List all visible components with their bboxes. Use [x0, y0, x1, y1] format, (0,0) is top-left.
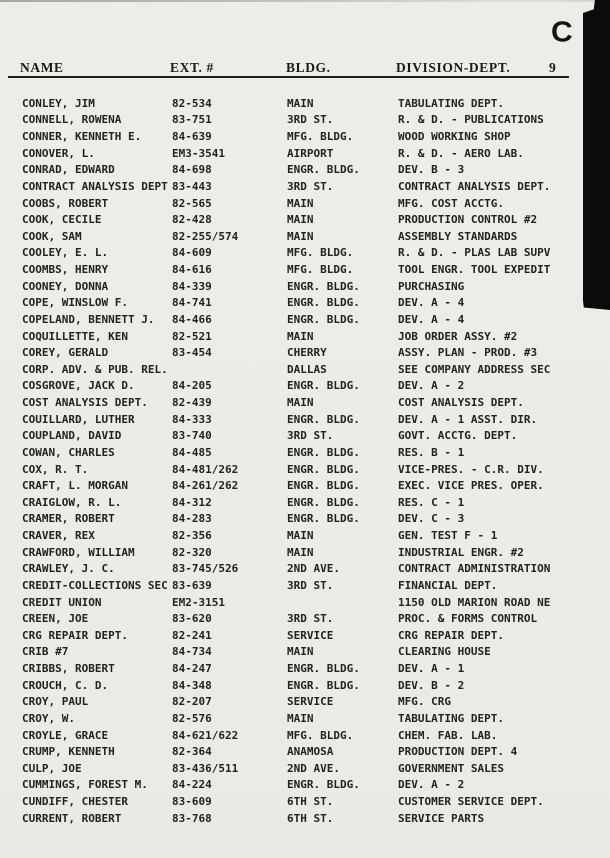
cell-bldg: CHERRY: [287, 346, 327, 360]
cell-name: COOMBS, HENRY: [22, 263, 109, 277]
cell-division: COST ANALYSIS DEPT.: [398, 396, 524, 410]
cell-ext: 84-485: [172, 445, 212, 459]
table-row: [0, 760, 610, 777]
cell-name: COOK, SAM: [22, 229, 82, 243]
cell-division: TABULATING DEPT.: [398, 96, 504, 110]
cell-name: CURRENT, ROBERT: [22, 811, 122, 825]
cell-division: RES. B - 1: [398, 445, 465, 459]
cell-division: DEV. A - 2: [398, 778, 465, 792]
cell-division: CONTRACT ANALYSIS DEPT.: [398, 179, 551, 193]
table-row: [0, 777, 610, 794]
cell-bldg: ENGR. BLDG.: [287, 662, 360, 676]
cell-ext: 82-534: [172, 96, 212, 110]
cell-ext: 83-740: [172, 429, 212, 443]
table-row: [0, 145, 610, 162]
cell-ext: EM2-3151: [172, 595, 225, 609]
cell-ext: 84-247: [172, 662, 212, 676]
table-row: [0, 710, 610, 727]
cell-bldg: ENGR. BLDG.: [287, 279, 360, 293]
cell-division: GEN. TEST F - 1: [398, 529, 498, 543]
cell-bldg: ENGR. BLDG.: [287, 163, 360, 177]
cell-bldg: MAIN: [287, 229, 314, 243]
cell-ext: 84-224: [172, 778, 212, 792]
cell-bldg: ENGR. BLDG.: [287, 512, 360, 526]
cell-name: COUILLARD, LUTHER: [22, 412, 135, 426]
cell-bldg: ENGR. BLDG.: [287, 479, 360, 493]
cell-ext: 82-241: [172, 628, 212, 642]
table-row: [0, 594, 610, 611]
cell-name: CRAIGLOW, R. L.: [22, 495, 122, 509]
cell-name: CRIB #7: [22, 645, 69, 659]
cell-name: CRAMER, ROBERT: [22, 512, 115, 526]
cell-bldg: 3RD ST.: [287, 578, 334, 592]
cell-division: ASSY. PLAN - PROD. #3: [398, 346, 538, 360]
cell-name: CONLEY, JIM: [22, 96, 95, 110]
cell-ext: 82-364: [172, 745, 212, 759]
cell-name: COWAN, CHARLES: [22, 445, 115, 459]
cell-ext: 84-348: [172, 678, 212, 692]
cell-ext: 84-616: [172, 263, 212, 277]
cell-name: COX, R. T.: [22, 462, 89, 476]
cell-division: DEV. B - 3: [398, 163, 465, 177]
cell-bldg: ENGR. BLDG.: [287, 379, 360, 393]
cell-division: DEV. C - 3: [398, 512, 465, 526]
table-row: [0, 411, 610, 428]
cell-division: EXEC. VICE PRES. OPER.: [398, 479, 544, 493]
cell-division: PROC. & FORMS CONTROL: [398, 612, 538, 626]
cell-bldg: 3RD ST.: [287, 612, 334, 626]
cell-name: CRAVER, REX: [22, 529, 95, 543]
cell-name: CREDIT UNION: [22, 595, 102, 609]
header-ext: EXT. #: [170, 60, 214, 75]
cell-division: R. & D. - AERO LAB.: [398, 146, 524, 160]
table-row: [0, 344, 610, 361]
cell-division: WOOD WORKING SHOP: [398, 130, 511, 144]
cell-name: CONRAD, EDWARD: [22, 163, 115, 177]
cell-division: DEV. A - 4: [398, 312, 465, 326]
cell-bldg: MAIN: [287, 196, 314, 210]
table-row: [0, 644, 610, 661]
table-row: [0, 743, 610, 760]
cell-ext: 82-255/574: [172, 229, 239, 243]
cell-name: CRIBBS, ROBERT: [22, 662, 115, 676]
cell-ext: 84-734: [172, 645, 212, 659]
cell-bldg: MFG. BLDG.: [287, 130, 354, 144]
table-row: [0, 162, 610, 179]
header-bldg: BLDG.: [286, 60, 331, 75]
cell-division: CUSTOMER SERVICE DEPT.: [398, 795, 544, 809]
table-row: [0, 727, 610, 744]
cell-name: CUMMINGS, FOREST M.: [22, 778, 148, 792]
section-letter: C: [551, 16, 573, 49]
scan-top-edge-line: [0, 0, 610, 2]
cell-bldg: ENGR. BLDG.: [287, 312, 360, 326]
cell-ext: 84-741: [172, 296, 212, 310]
cell-ext: 84-261/262: [172, 479, 239, 493]
cell-bldg: 2ND AVE.: [287, 761, 340, 775]
cell-ext: 83-745/526: [172, 562, 239, 576]
cell-name: CULP, JOE: [22, 761, 82, 775]
cell-ext: 83-751: [172, 113, 212, 127]
table-row: [0, 677, 610, 694]
cell-division: CONTRACT ADMINISTRATION: [398, 562, 551, 576]
cell-bldg: MFG. BLDG.: [287, 728, 354, 742]
cell-name: CREDIT-COLLECTIONS SEC: [22, 578, 168, 592]
cell-name: CROY, PAUL: [22, 695, 89, 709]
cell-ext: 84-481/262: [172, 462, 239, 476]
cell-name: COREY, GERALD: [22, 346, 109, 360]
cell-division: CHEM. FAB. LAB.: [398, 728, 498, 742]
cell-ext: 84-639: [172, 130, 212, 144]
cell-ext: 82-521: [172, 329, 212, 343]
table-row: [0, 494, 610, 511]
table-row: [0, 660, 610, 677]
cell-division: DEV. A - 1: [398, 662, 465, 676]
table-row: [0, 178, 610, 195]
cell-division: CLEARING HOUSE: [398, 645, 491, 659]
cell-bldg: 6TH ST.: [287, 795, 334, 809]
table-row: [0, 527, 610, 544]
cell-name: CUNDIFF, CHESTER: [22, 795, 128, 809]
cell-bldg: ANAMOSA: [287, 745, 334, 759]
cell-ext: 84-205: [172, 379, 212, 393]
cell-ext: 83-609: [172, 795, 212, 809]
cell-division: SERVICE PARTS: [398, 811, 485, 825]
cell-bldg: ENGR. BLDG.: [287, 445, 360, 459]
table-row: [0, 295, 610, 312]
cell-bldg: MAIN: [287, 645, 314, 659]
cell-division: DEV. A - 2: [398, 379, 465, 393]
cell-bldg: ENGR. BLDG.: [287, 462, 360, 476]
cell-bldg: ENGR. BLDG.: [287, 495, 360, 509]
cell-ext: 84-698: [172, 163, 212, 177]
cell-bldg: MFG. BLDG.: [287, 246, 354, 260]
cell-ext: 82-428: [172, 213, 212, 227]
table-row: [0, 128, 610, 145]
cell-ext: 84-339: [172, 279, 212, 293]
cell-division: RES. C - 1: [398, 495, 465, 509]
table-row: [0, 311, 610, 328]
cell-bldg: ENGR. BLDG.: [287, 678, 360, 692]
cell-division: PURCHASING: [398, 279, 465, 293]
cell-name: COUPLAND, DAVID: [22, 429, 122, 443]
table-row: [0, 610, 610, 627]
cell-ext: 84-621/622: [172, 728, 239, 742]
cell-name: CORP. ADV. & PUB. REL.: [22, 362, 168, 376]
cell-bldg: 3RD ST.: [287, 429, 334, 443]
cell-ext: 83-454: [172, 346, 212, 360]
cell-division: VICE-PRES. - C.R. DIV.: [398, 462, 544, 476]
cell-division: GOVT. ACCTG. DEPT.: [398, 429, 518, 443]
table-row: [0, 112, 610, 129]
cell-bldg: MAIN: [287, 213, 314, 227]
table-row: [0, 577, 610, 594]
cell-ext: 84-283: [172, 512, 212, 526]
cell-name: CROYLE, GRACE: [22, 728, 109, 742]
cell-bldg: MAIN: [287, 545, 314, 559]
cell-division: PRODUCTION DEPT. 4: [398, 745, 518, 759]
cell-division: CRG REPAIR DEPT.: [398, 628, 504, 642]
header-name: NAME: [20, 60, 64, 75]
cell-ext: 83-436/511: [172, 761, 239, 775]
cell-ext: EM3-3541: [172, 146, 225, 160]
cell-name: CROY, W.: [22, 711, 75, 725]
cell-bldg: ENGR. BLDG.: [287, 296, 360, 310]
cell-name: CRUMP, KENNETH: [22, 745, 115, 759]
cell-ext: 82-576: [172, 711, 212, 725]
cell-ext: 83-443: [172, 179, 212, 193]
directory-rows: [0, 95, 610, 827]
cell-name: CROUCH, C. D.: [22, 678, 109, 692]
cell-bldg: MFG. BLDG.: [287, 263, 354, 277]
table-row: [0, 810, 610, 827]
cell-ext: 82-565: [172, 196, 212, 210]
cell-bldg: MAIN: [287, 396, 314, 410]
table-row: [0, 378, 610, 395]
cell-name: CRAFT, L. MORGAN: [22, 479, 128, 493]
cell-ext: 82-439: [172, 396, 212, 410]
cell-ext: 83-639: [172, 578, 212, 592]
cell-name: COONEY, DONNA: [22, 279, 109, 293]
cell-ext: 84-312: [172, 495, 212, 509]
table-row: [0, 245, 610, 262]
cell-bldg: SERVICE: [287, 695, 334, 709]
cell-bldg: 3RD ST.: [287, 113, 334, 127]
cell-bldg: 3RD ST.: [287, 179, 334, 193]
cell-bldg: 2ND AVE.: [287, 562, 340, 576]
cell-name: COPE, WINSLOW F.: [22, 296, 128, 310]
table-row: [0, 261, 610, 278]
cell-name: CONNER, KENNETH E.: [22, 130, 142, 144]
header-underline: [8, 76, 569, 78]
cell-name: CRG REPAIR DEPT.: [22, 628, 128, 642]
cell-bldg: ENGR. BLDG.: [287, 778, 360, 792]
table-row: [0, 394, 610, 411]
cell-bldg: MAIN: [287, 711, 314, 725]
table-row: [0, 544, 610, 561]
cell-ext: 84-609: [172, 246, 212, 260]
cell-division: TOOL ENGR. TOOL EXPEDIT: [398, 263, 551, 277]
table-row: [0, 461, 610, 478]
cell-division: DEV. A - 1 ASST. DIR.: [398, 412, 538, 426]
table-row: [0, 361, 610, 378]
cell-division: DEV. B - 2: [398, 678, 465, 692]
table-row: [0, 444, 610, 461]
table-row: [0, 278, 610, 295]
cell-name: COSGROVE, JACK D.: [22, 379, 135, 393]
cell-name: COQUILLETTE, KEN: [22, 329, 128, 343]
table-row: [0, 428, 610, 445]
cell-name: CONNELL, ROWENA: [22, 113, 122, 127]
cell-bldg: DALLAS: [287, 362, 327, 376]
table-row: [0, 627, 610, 644]
cell-name: CREEN, JOE: [22, 612, 89, 626]
cell-division: R. & D. - PUBLICATIONS: [398, 113, 544, 127]
cell-bldg: ENGR. BLDG.: [287, 412, 360, 426]
table-row: [0, 195, 610, 212]
header-division: DIVISION-DEPT.: [396, 60, 511, 75]
table-row: [0, 211, 610, 228]
cell-bldg: SERVICE: [287, 628, 334, 642]
cell-name: COOBS, ROBERT: [22, 196, 109, 210]
cell-ext: 83-620: [172, 612, 212, 626]
page-number: 9: [549, 60, 557, 75]
cell-name: COOLEY, E. L.: [22, 246, 109, 260]
cell-name: CONOVER, L.: [22, 146, 95, 160]
cell-division: SEE COMPANY ADDRESS SEC: [398, 362, 551, 376]
cell-division: MFG. CRG: [398, 695, 451, 709]
cell-ext: 84-466: [172, 312, 212, 326]
cell-ext: 84-333: [172, 412, 212, 426]
cell-ext: 83-768: [172, 811, 212, 825]
cell-division: INDUSTRIAL ENGR. #2: [398, 545, 524, 559]
cell-division: FINANCIAL DEPT.: [398, 578, 498, 592]
cell-division: MFG. COST ACCTG.: [398, 196, 504, 210]
cell-name: CONTRACT ANALYSIS DEPT: [22, 179, 168, 193]
table-row: [0, 228, 610, 245]
cell-bldg: MAIN: [287, 329, 314, 343]
cell-name: CRAWLEY, J. C.: [22, 562, 115, 576]
cell-ext: 82-356: [172, 529, 212, 543]
table-row: [0, 694, 610, 711]
cell-bldg: 6TH ST.: [287, 811, 334, 825]
cell-division: 1150 OLD MARION ROAD NE: [398, 595, 551, 609]
cell-name: CRAWFORD, WILLIAM: [22, 545, 135, 559]
cell-division: TABULATING DEPT.: [398, 711, 504, 725]
cell-name: COST ANALYSIS DEPT.: [22, 396, 148, 410]
cell-division: PRODUCTION CONTROL #2: [398, 213, 538, 227]
table-row: [0, 511, 610, 528]
table-row: [0, 477, 610, 494]
cell-name: COPELAND, BENNETT J.: [22, 312, 155, 326]
cell-ext: 82-207: [172, 695, 212, 709]
cell-division: ASSEMBLY STANDARDS: [398, 229, 518, 243]
table-row: [0, 95, 610, 112]
table-row: [0, 328, 610, 345]
cell-bldg: AIRPORT: [287, 146, 334, 160]
cell-division: R. & D. - PLAS LAB SUPV: [398, 246, 551, 260]
cell-division: GOVERNMENT SALES: [398, 761, 504, 775]
cell-ext: 82-320: [172, 545, 212, 559]
table-row: [0, 561, 610, 578]
cell-bldg: MAIN: [287, 529, 314, 543]
cell-name: COOK, CECILE: [22, 213, 102, 227]
cell-division: DEV. A - 4: [398, 296, 465, 310]
cell-division: JOB ORDER ASSY. #2: [398, 329, 518, 343]
cell-bldg: MAIN: [287, 96, 314, 110]
table-row: [0, 793, 610, 810]
